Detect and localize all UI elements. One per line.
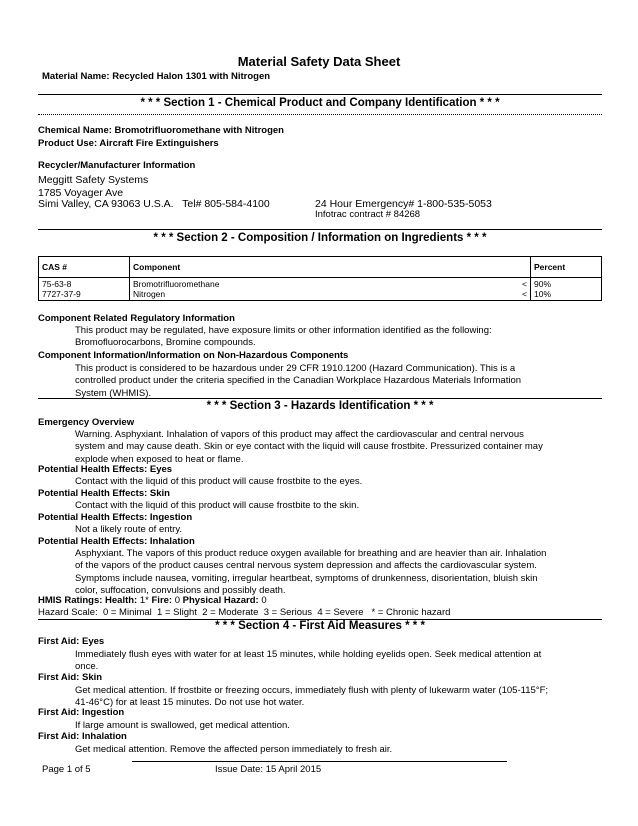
company-address-street: 1785 Voyager Ave (38, 187, 124, 199)
hmis-fire-label: Fire: (151, 595, 173, 606)
text-line: once. (75, 661, 99, 673)
firstaid-eyes-heading: First Aid: Eyes (38, 636, 105, 647)
firstaid-eyes-text (75, 649, 597, 674)
issue-date: Issue Date: 15 April 2015 (215, 764, 322, 775)
text-line: Get medical attention. If frostbite or freezing occurs, immediately flush with plenty of lukewarm water (105-115°F; (75, 685, 549, 696)
component-cell (130, 278, 511, 301)
component-name: Bromotrifluoromethane (133, 279, 220, 289)
table-row (39, 278, 602, 301)
chemical-name: Chemical Name: Bromotrifluoromethane with Nitrogen (38, 125, 284, 136)
health-inhalation-text (75, 548, 597, 597)
cas-number: 75-63-8 (42, 279, 72, 289)
column-header-cas: CAS # (39, 257, 130, 278)
cas-number: 7727-37-9 (42, 289, 81, 299)
text-line: color, suffocation, convulsions and possibly death. (75, 584, 286, 596)
health-ingestion-heading: Potential Health Effects: Ingestion (38, 512, 193, 523)
text-line: Symptoms include nausea, vomiting, irregular heartbeat, symptoms of drunkenness, disorientation, bluish skin (75, 572, 538, 584)
text-line: System (WHMIS). (75, 387, 151, 399)
health-inhalation-heading: Potential Health Effects: Inhalation (38, 536, 195, 547)
percent-value: 10% (534, 289, 552, 299)
hmis-health-value: 1* (139, 595, 149, 606)
hmis-physical-value: 0 (261, 595, 267, 606)
health-skin-text: Contact with the liquid of this product will cause frostbite to the skin. (75, 500, 360, 511)
section3-heading: * * * Section 3 - Hazards Identification * * * (206, 400, 434, 412)
text-line: This product is considered to be hazardous under 29 CFR 1910.1200 (Hazard Communication). This is a (75, 363, 516, 374)
hmis-label: HMIS Ratings: Health: (38, 595, 138, 606)
divider (38, 114, 602, 115)
percent-operator: < (522, 289, 527, 299)
component-name: Nitrogen (133, 289, 166, 299)
percent-value: 90% (534, 279, 552, 289)
text-line: Warning. Asphyxiant. Inhalation of vapors of this product may affect the cardiovascular and central nervous (75, 429, 524, 440)
divider (38, 398, 602, 399)
text-line: This product may be regulated, have exposure limits or other information identified as the following: (75, 325, 492, 336)
divider (38, 94, 602, 95)
composition-table (38, 256, 602, 301)
emergency-overview-text (75, 429, 597, 466)
operator-cell (510, 278, 531, 301)
hazard-scale: Hazard Scale: 0 = Minimal 1 = Slight 2 = Moderate 3 = Serious 4 = Severe * = Chronic hazard (38, 607, 451, 618)
text-line: Bromofluorocarbons, Bromine compounds. (75, 337, 256, 349)
firstaid-skin-heading: First Aid: Skin (38, 672, 103, 683)
text-line: Asphyxiant. The vapors of this product reduce oxygen available for breathing and are heavier than air. Inhalation (75, 548, 547, 559)
text-line: 41-46°C) for at least 15 minutes. Do not use hot water. (75, 697, 305, 709)
health-ingestion-text: Not a likely route of entry. (75, 524, 183, 535)
company-name: Meggitt Safety Systems (38, 174, 149, 186)
firstaid-ingestion-heading: First Aid: Ingestion (38, 707, 125, 718)
document-title: Material Safety Data Sheet (237, 54, 401, 69)
emergency-phone: 24 Hour Emergency# 1-800-535-5053 (315, 198, 492, 210)
firstaid-ingestion-text: If large amount is swallowed, get medical attention. (75, 720, 290, 731)
nonhazardous-heading: Component Information/Information on Non-Hazardous Components (38, 350, 349, 361)
section4-heading: * * * Section 4 - First Aid Measures * * * (215, 620, 425, 632)
company-address-city: Simi Valley, CA 93063 U.S.A. Tel# 805-584-4100 (38, 198, 270, 210)
emergency-overview-heading: Emergency Overview (38, 417, 135, 428)
column-header-component: Component (130, 257, 531, 278)
health-eyes-heading: Potential Health Effects: Eyes (38, 464, 173, 475)
firstaid-skin-text (75, 685, 597, 710)
material-name: Material Name: Recycled Halon 1301 with Nitrogen (42, 71, 271, 82)
column-header-percent: Percent (531, 257, 602, 278)
text-line: controlled product under the criteria specified in the Canadian Workplace Hazardous Materials Information (75, 375, 522, 387)
cas-cell (39, 278, 130, 301)
health-skin-heading: Potential Health Effects: Skin (38, 488, 170, 499)
percent-cell (531, 278, 602, 301)
regulatory-text (75, 325, 597, 350)
footer-rule (132, 761, 507, 762)
divider (38, 229, 602, 230)
table-header-row (39, 257, 602, 278)
hmis-fire-value: 0 (174, 595, 181, 606)
infotrac-contract: Infotrac contract # 84268 (315, 209, 421, 220)
health-eyes-text: Contact with the liquid of this product will cause frostbite to the eyes. (75, 476, 363, 487)
page-number: Page 1 of 5 (42, 764, 91, 775)
text-line: Immediately flush eyes with water for at least 15 minutes, while holding eyelids open. Seek medical attention at (75, 649, 542, 660)
hmis-physical-label: Physical Hazard: (182, 595, 259, 606)
section2-heading: * * * Section 2 - Composition / Information on Ingredients * * * (153, 232, 487, 244)
product-use: Product Use: Aircraft Fire Extinguishers (38, 138, 219, 149)
percent-operator: < (522, 279, 527, 289)
firstaid-inhalation-text: Get medical attention. Remove the affected person immediately to fresh air. (75, 744, 393, 755)
text-line: of the vapors of the product causes central nervous system depression and affects the cardiovascular system. (75, 560, 537, 572)
section1-heading: * * * Section 1 - Chemical Product and Company Identification * * * (140, 97, 500, 109)
hmis-ratings (38, 595, 267, 607)
recycler-heading: Recycler/Manufacturer Information (38, 160, 196, 171)
nonhazardous-text (75, 363, 597, 400)
regulatory-heading: Component Related Regulatory Information (38, 313, 235, 324)
text-line: explode when exposed to heat or flame. (75, 453, 244, 465)
text-line: system and may cause death. Skin or eye contact with the liquid will cause frostbite. Pressurized container may (75, 441, 543, 453)
firstaid-inhalation-heading: First Aid: Inhalation (38, 731, 127, 742)
